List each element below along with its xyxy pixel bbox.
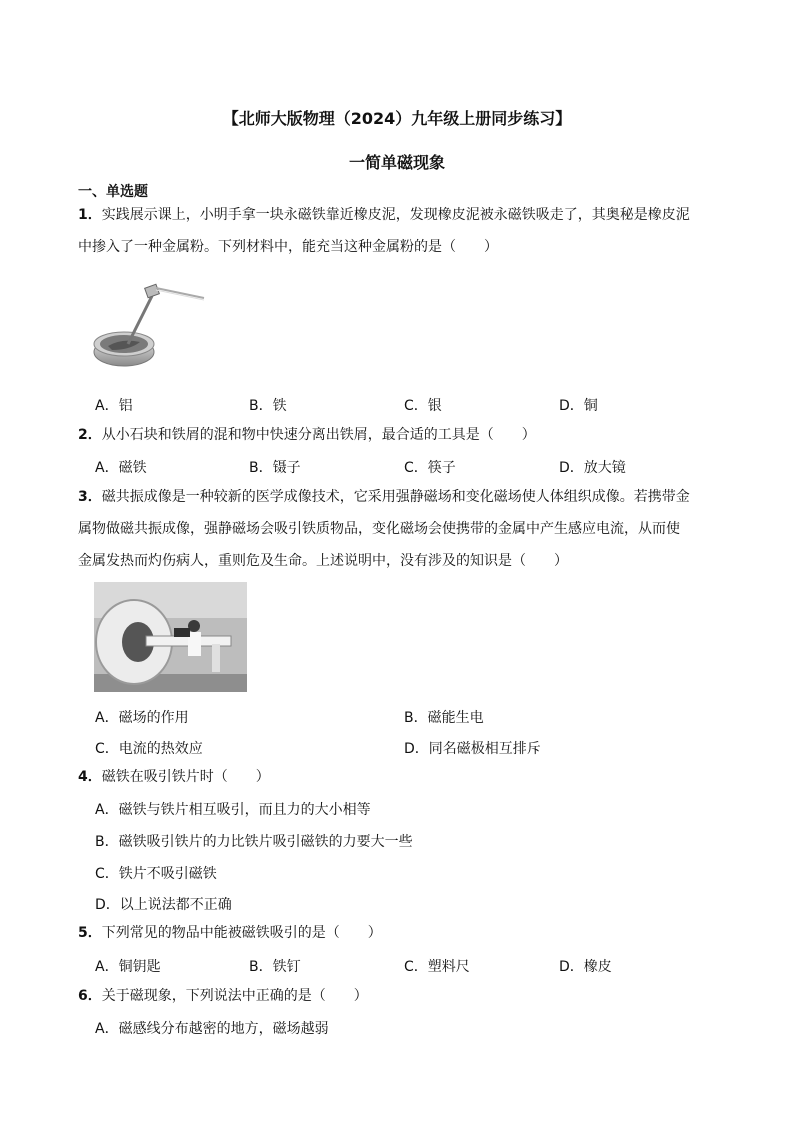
question-4-option-d: D．以上说法都不正确 <box>95 897 232 913</box>
question-2-option-c: C．筷子 <box>404 460 456 476</box>
question-3-number: 3． <box>78 489 102 505</box>
question-3-option-d: D．同名磁极相互排斥 <box>404 741 541 757</box>
question-5-number: 5． <box>78 925 102 941</box>
question-4-option-b: B．磁铁吸引铁片的力比铁片吸引磁铁的力要大一些 <box>95 834 413 850</box>
question-3-option-b: B．磁能生电 <box>404 710 484 726</box>
question-2-option-b: B．镊子 <box>249 460 301 476</box>
question-2-line-1: 2．从小石块和铁屑的混和物中快速分离出铁屑，最合适的工具是（ ） <box>78 427 536 443</box>
question-2-option-d: D．放大镜 <box>559 460 626 476</box>
question-2-number: 2． <box>78 427 102 443</box>
question-6-number: 6． <box>78 988 102 1004</box>
question-6-option-a: A．磁感线分布越密的地方，磁场越弱 <box>95 1021 329 1037</box>
question-1-option-c: C．银 <box>404 398 442 414</box>
question-4-number: 4． <box>78 769 102 785</box>
question-5-line-1: 5．下列常见的物品中能被磁铁吸引的是（ ） <box>78 925 382 941</box>
question-1-line-2: 中掺入了一种金属粉。下列材料中，能充当这种金属粉的是（ ） <box>78 239 498 255</box>
question-4-line-1: 4．磁铁在吸引铁片时（ ） <box>78 769 270 785</box>
question-3-option-c: C．电流的热效应 <box>95 741 203 757</box>
question-1-option-d: D．铜 <box>559 398 598 414</box>
question-1-option-b: B．铁 <box>249 398 287 414</box>
mri-photo <box>94 582 247 692</box>
question-5-option-d: D．橡皮 <box>559 959 612 975</box>
question-3-line-2: 属物做磁共振成像，强静磁场会吸引铁质物品，变化磁场会使携带的金属中产生感应电流，从而使 <box>78 521 680 537</box>
question-2-option-a: A．磁铁 <box>95 460 147 476</box>
question-1-line-1: 1．实践展示课上，小明手拿一块永磁铁靠近橡皮泥，发现橡皮泥被永磁铁吸走了，其奥秘是橡皮泥 <box>78 207 690 223</box>
question-4-option-a: A．磁铁与铁片相互吸引，而且力的大小相等 <box>95 802 371 818</box>
question-6-line-1: 6．关于磁现象，下列说法中正确的是（ ） <box>78 988 368 1004</box>
magnet-clay-figure <box>90 268 210 380</box>
question-4-option-c: C．铁片不吸引磁铁 <box>95 866 217 882</box>
section-heading: 一、单选题 <box>78 184 148 200</box>
question-3-line-1: 3．磁共振成像是一种较新的医学成像技术，它采用强静磁场和变化磁场使人体组织成像。若携带金 <box>78 489 690 505</box>
question-1-option-a: A．铝 <box>95 398 133 414</box>
question-5-option-b: B．铁钉 <box>249 959 301 975</box>
question-5-option-a: A．铜钥匙 <box>95 959 161 975</box>
page-title: 【北师大版物理（2024）九年级上册同步练习】 <box>222 109 572 128</box>
question-1-number: 1． <box>78 207 102 223</box>
question-5-option-c: C．塑料尺 <box>404 959 470 975</box>
question-3-line-3: 金属发热而灼伤病人，重则危及生命。上述说明中，没有涉及的知识是（ ） <box>78 553 568 569</box>
page-subtitle: 一简单磁现象 <box>348 153 445 172</box>
question-3-option-a: A．磁场的作用 <box>95 710 189 726</box>
